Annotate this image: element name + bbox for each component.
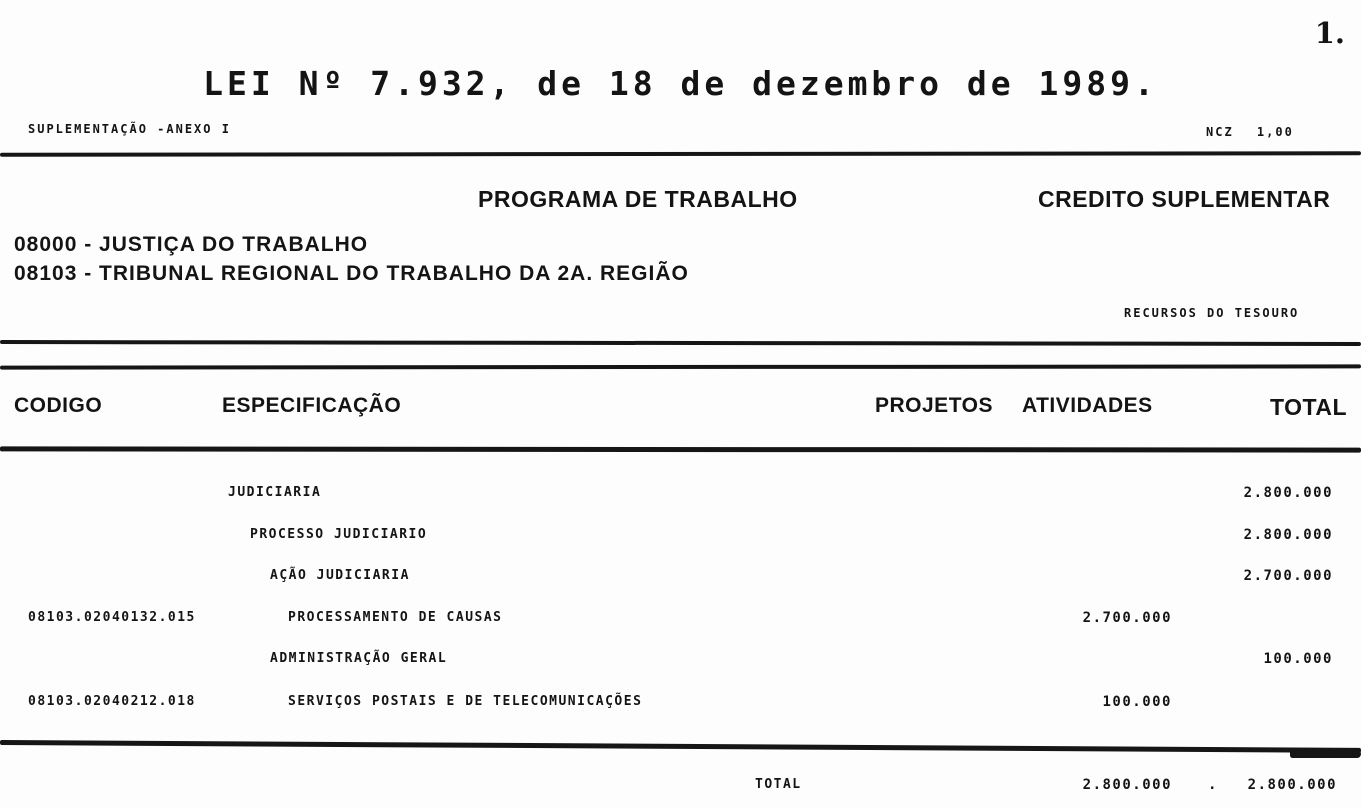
footer-ink-dot: .	[1208, 777, 1218, 793]
column-header-especificacao: ESPECIFICAÇÃO	[222, 394, 402, 417]
horizontal-rule-double-2	[0, 364, 1361, 369]
footer-atividades-total: 2.800.000	[1082, 777, 1172, 793]
table-footer-row	[0, 777, 1361, 797]
annex-label: SUPLEMENTAÇÃO -ANEXO I	[28, 122, 231, 136]
horizontal-rule-top	[0, 151, 1361, 156]
horizontal-rule-double-1	[0, 340, 1361, 346]
table-row	[0, 694, 1361, 714]
row-especificacao: PROCESSAMENTO DE CAUSAS	[288, 610, 503, 625]
horizontal-rule-bottom-ink-blob	[1290, 750, 1361, 758]
column-header-projetos: PROJETOS	[875, 394, 993, 417]
row-total-value: 2.700.000	[1243, 568, 1333, 584]
table-row	[0, 568, 1361, 588]
row-codigo: 08103.02040212.018	[28, 694, 196, 709]
footer-grand-total: 2.800.000	[1247, 777, 1337, 793]
resources-label: RECURSOS DO TESOURO	[1124, 306, 1300, 320]
column-header-atividades: ATIVIDADES	[1022, 394, 1153, 417]
row-total-value: 100.000	[1263, 651, 1333, 667]
row-total-value: 2.800.000	[1243, 485, 1333, 501]
horizontal-rule-bottom	[0, 740, 1361, 753]
column-header-total: TOTAL	[1270, 394, 1348, 420]
page-number: 1.	[1314, 16, 1345, 50]
horizontal-rule-header-bottom	[0, 446, 1361, 452]
row-codigo: 08103.02040132.015	[28, 610, 196, 625]
program-header: PROGRAMA DE TRABALHO	[478, 186, 798, 212]
row-total-value: 2.800.000	[1243, 527, 1333, 543]
footer-total-label: TOTAL	[755, 777, 802, 792]
row-especificacao: SERVIÇOS POSTAIS E DE TELECOMUNICAÇÕES	[288, 694, 643, 709]
org-line-justica: 08000 - JUSTIÇA DO TRABALHO	[14, 233, 369, 256]
table-row	[0, 485, 1361, 505]
document-title: LEI Nº 7.932, de 18 de dezembro de 1989.	[203, 64, 1158, 103]
credit-header: CREDITO SUPLEMENTAR	[1038, 186, 1331, 212]
table-row	[0, 527, 1361, 547]
row-especificacao: PROCESSO JUDICIARIO	[250, 527, 428, 542]
table-row	[0, 651, 1361, 671]
row-atividades-value: 100.000	[1102, 694, 1172, 710]
org-line-tribunal: 08103 - TRIBUNAL REGIONAL DO TRABALHO DA 2A. REGIÃO	[14, 262, 689, 285]
currency-unit-label: NCZ 1,00	[1206, 125, 1294, 139]
table-row	[0, 610, 1361, 630]
row-atividades-value: 2.700.000	[1082, 610, 1172, 626]
row-especificacao: JUDICIARIA	[228, 485, 322, 500]
row-especificacao: AÇÃO JUDICIARIA	[270, 568, 410, 583]
column-header-codigo: CODIGO	[14, 394, 103, 417]
row-especificacao: ADMINISTRAÇÃO GERAL	[270, 651, 448, 666]
